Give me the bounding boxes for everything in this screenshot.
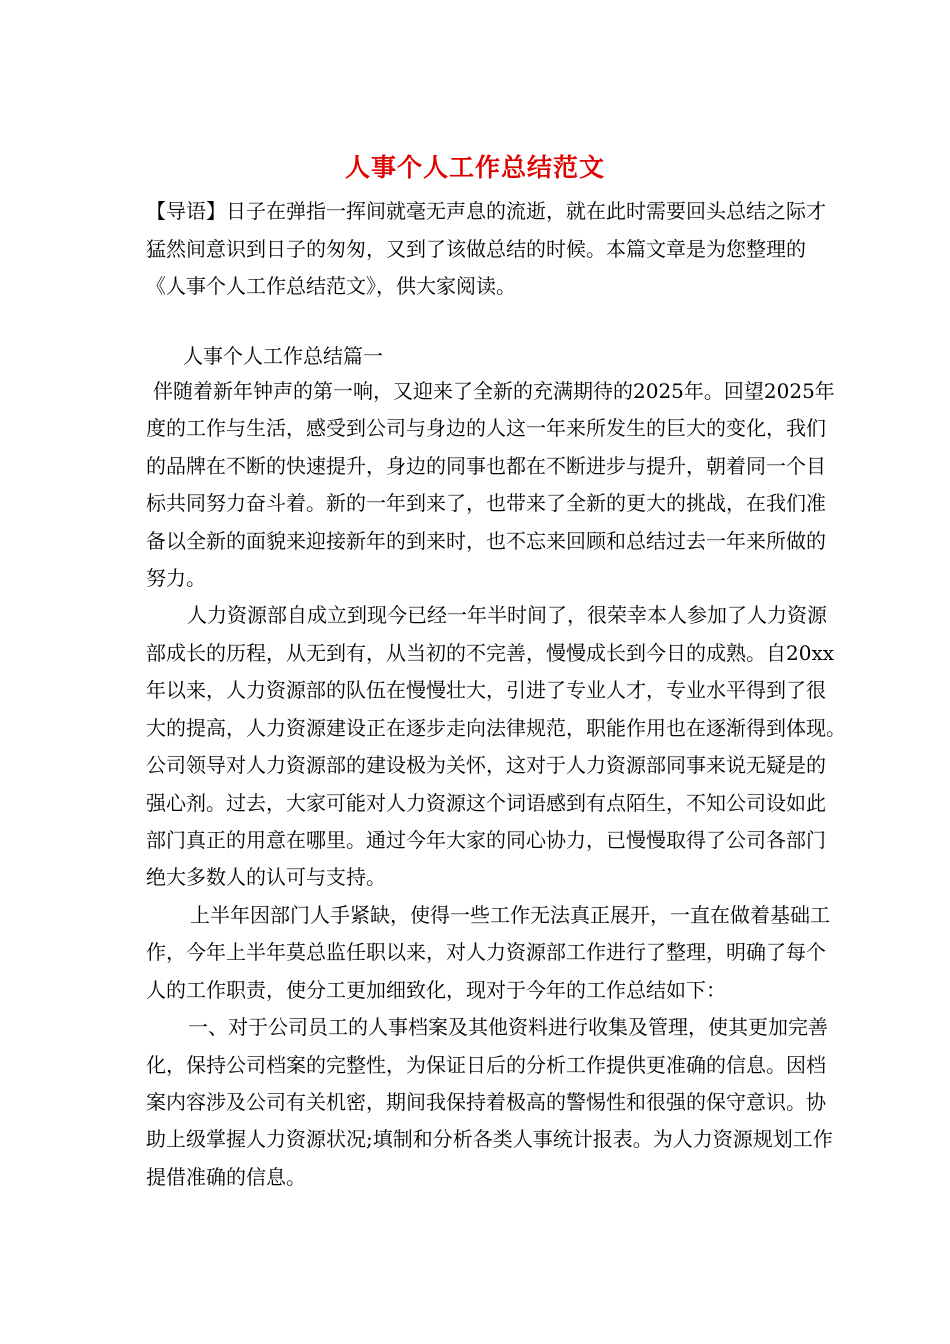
paragraph-line: 部成长的历程，从无到有，从当初的不完善，慢慢成长到今日的成熟。自20xx xyxy=(146,641,835,665)
section-heading: 人事个人工作总结篇一 xyxy=(183,344,383,368)
paragraph-line: 标共同努力奋斗着。新的一年到来了，也带来了全新的更大的挑战，在我们准 xyxy=(146,491,826,515)
paragraph-line: 一、对于公司员工的人事档案及其他资料进行收集及管理，使其更加完善 xyxy=(188,1015,828,1039)
paragraph-line: 备以全新的面貌来迎接新年的到来时，也不忘来回顾和总结过去一年来所做的 xyxy=(146,529,826,553)
paragraph-line: 上半年因部门人手紧缺，使得一些工作无法真正展开，一直在做着基础工 xyxy=(190,903,830,927)
paragraph-line: 伴随着新年钟声的第一响，又迎来了全新的充满期待的2025年。回望2025年 xyxy=(153,379,835,403)
paragraph-line: 部门真正的用意在哪里。通过今年大家的同心协力，已慢慢取得了公司各部门 xyxy=(146,828,826,852)
paragraph-line: 努力。 xyxy=(146,566,206,590)
paragraph-line: 案内容涉及公司有关机密，期间我保持着极高的警惕性和很强的保守意识。协 xyxy=(146,1090,826,1114)
paragraph-line: 人的工作职责，使分工更加细致化，现对于今年的工作总结如下： xyxy=(146,978,726,1002)
paragraph-line: 的品牌在不断的快速提升，身边的同事也都在不断进步与提升，朝着同一个目 xyxy=(146,454,826,478)
paragraph-line: 大的提高，人力资源建设正在逐步走向法律规范，职能作用也在逐渐得到体现。 xyxy=(146,716,846,740)
paragraph-line: 助上级掌握人力资源状况;填制和分析各类人事统计报表。为人力资源规划工作 xyxy=(146,1127,833,1151)
intro-line: 猛然间意识到日子的匆匆，又到了该做总结的时候。本篇文章是为您整理的 xyxy=(146,237,806,261)
paragraph-line: 度的工作与生活，感受到公司与身边的人这一年来所发生的巨大的变化，我们 xyxy=(146,416,826,440)
intro-line: 【导语】日子在弹指一挥间就毫无声息的流逝，就在此时需要回头总结之际才 xyxy=(146,199,826,223)
paragraph-line: 公司领导对人力资源部的建设极为关怀，这对于人力资源部同事来说无疑是的 xyxy=(146,753,826,777)
paragraph-line: 年以来，人力资源部的队伍在慢慢壮大，引进了专业人才，专业水平得到了很 xyxy=(146,678,826,702)
paragraph-line: 化，保持公司档案的完整性，为保证日后的分析工作提供更准确的信息。因档 xyxy=(146,1053,826,1077)
paragraph-line: 提借准确的信息。 xyxy=(146,1165,306,1189)
intro-line: 《人事个人工作总结范文》，供大家阅读。 xyxy=(146,274,516,298)
paragraph-line: 绝大多数人的认可与支持。 xyxy=(146,865,386,889)
document-title: 人事个人工作总结范文 xyxy=(344,153,605,182)
paragraph-line: 强心剂。过去，大家可能对人力资源这个词语感到有点陌生，不知公司设如此 xyxy=(146,791,826,815)
paragraph-line: 作，今年上半年莫总监任职以来，对人力资源部工作进行了整理，明确了每个 xyxy=(146,940,826,964)
paragraph-line: 人力资源部自成立到现今已经一年半时间了，很荣幸本人参加了人力资源 xyxy=(187,603,827,627)
